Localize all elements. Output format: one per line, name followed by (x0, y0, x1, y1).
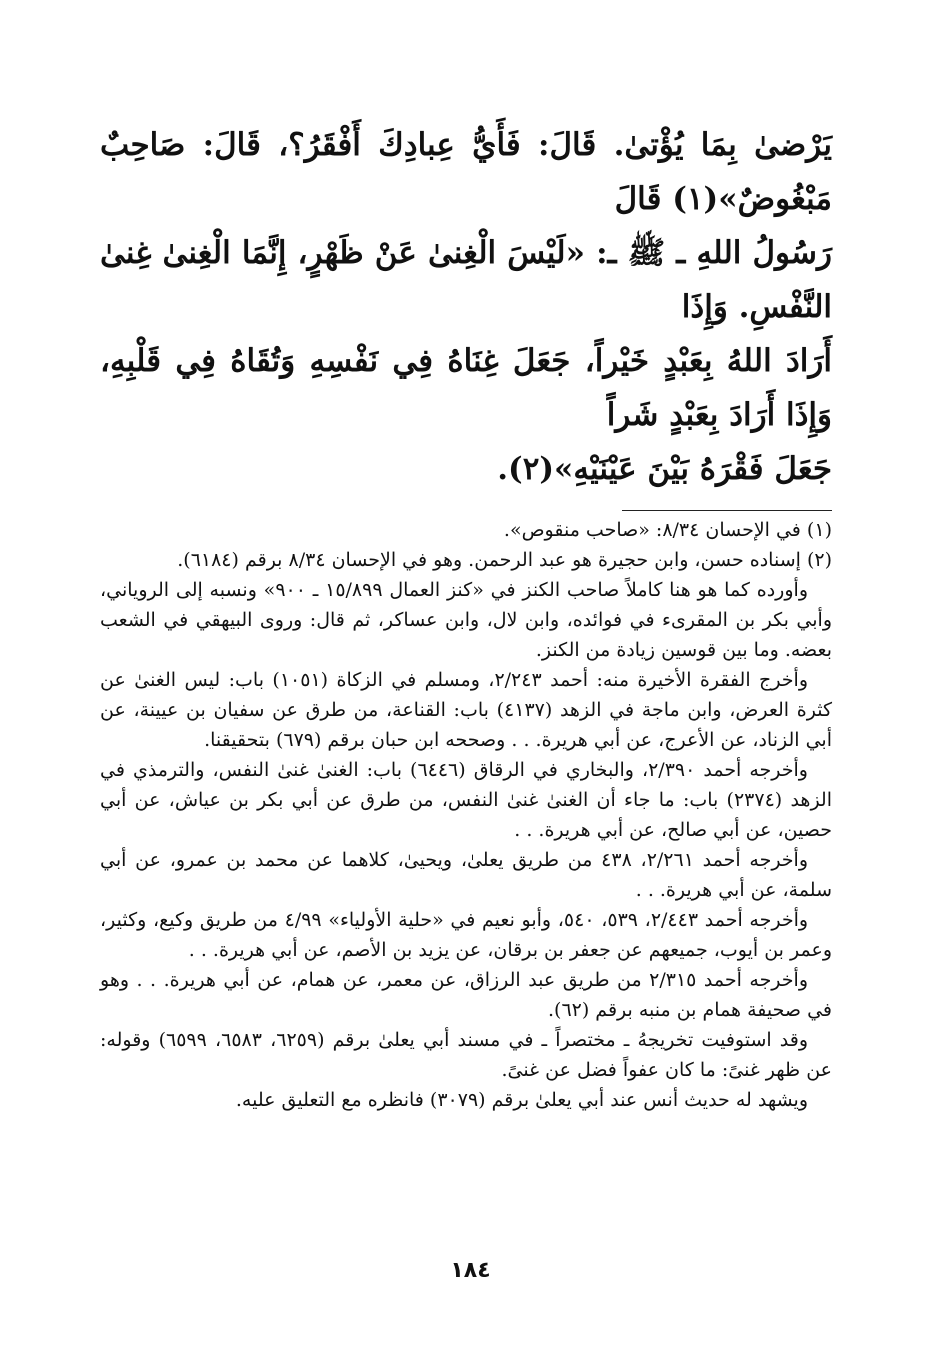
page-body (100, 118, 832, 1115)
footnote-paragraph: وأخرج الفقرة الأخيرة منه: أحمد ٢/٢٤٣، ومسلم في الزكاة (١٠٥١) باب: ليس الغنىٰ عن كثرة العرض، وابن ماجة في الزهد (٤١٣٧) باب: القناعة، من طرق عن سفيان بن عيينة، عن أبي الزناد، عن الأعرج، عن أبي هريرة. . . وصححه ابن حبان برقم (٦٧٩) بتحقيقنا. (100, 669, 832, 751)
main-text-line: رَسُولُ اللهِ ـ ﷺ ـ: «لَيْسَ الْغِنىٰ عَنْ ظَهْرٍ، إِنَّمَا الْغِنىٰ غِنىٰ النَّفْسِ. وَإِذَا (100, 235, 832, 325)
footnote-paragraph: وأخرجه أحمد ٢/٤٤٣، ٥٣٩، ٥٤٠، وأبو نعيم في «حلية الأولياء» ٤/٩٩ من طريق وكيع، وكثير، وعمر بن أيوب، جميعهم عن جعفر بن برقان، عن يزيد بن الأصم، عن أبي هريرة. . . (100, 909, 832, 961)
footnote-divider (622, 510, 832, 511)
footnote-paragraph: وأخرجه أحمد ٢/٣٩٠، والبخاري في الرقاق (٦٤٤٦) باب: الغنىٰ غنىٰ النفس، والترمذي في الزهد (٢٣٧٤) باب: ما جاء أن الغنىٰ غنىٰ النفس، من طرق عن أبي بكر بن عياش، عن أبي حصين، عن أبي صالح، عن أبي هريرة. . . (100, 759, 832, 841)
footnote-paragraph: ويشهد له حديث أنس عند أبي يعلىٰ برقم (٣٠٧٩) فانظره مع التعليق عليه. (235, 1089, 808, 1111)
main-text-line: جَعَلَ فَقْرَهُ بَيْنَ عَيْنَيْهِ»(٢). (497, 451, 832, 487)
footnote-paragraph: وقد استوفيت تخريجهُ ـ مختصراً ـ في مسند أبي يعلىٰ برقم (٦٢٥٩، ٦٥٨٣، ٦٥٩٩) وقوله: عن ظهر غنىً: ما كان عفواً فضل عن غنىً. (100, 1029, 832, 1081)
footnote-paragraph: وأخرجه أحمد ٢/٢٦١، ٤٣٨ من طريق يعلىٰ، ويحيىٰ، كلاهما عن محمد بن عمرو، عن أبي سلمة، عن أبي هريرة. . . (100, 849, 832, 901)
footnote-paragraph: وأخرجه أحمد ٢/٣١٥ من طريق عبد الرزاق، عن معمر، عن همام، عن أبي هريرة. . . وهو في صحيفة همام بن منبه برقم (٦٢). (100, 969, 832, 1021)
footnote-paragraph: وأورده كما هو هنا كاملاً صاحب الكنز في «كنز العمال ١٥/٨٩٩ ـ ٩٠٠» ونسبه إلى الروياني، وأبي بكر بن المقرىء في فوائده، وابن لال، وابن عساكر، ثم قال: وروى البيهقي في الشعب بعضه. وما بين قوسين زيادة من الكنز. (100, 579, 832, 661)
main-text-line: يَرْضىٰ بِمَا يُؤْتىٰ. قَالَ: فَأَيُّ عِبادِكَ أَفْقَرُ؟، قَالَ: صَاحِبٌ مَبْغُوضٌ»(١) قَالَ (100, 127, 832, 217)
main-hadith-text (100, 118, 832, 496)
main-text-line: أَرَادَ اللهُ بِعَبْدٍ خَيْراً، جَعَلَ غِنَاهُ فِي نَفْسِهِ وَتُقَاهُ فِي قَلْبِهِ، وَإِذَا أَرَادَ بِعَبْدٍ شَراً (100, 343, 832, 433)
footnote-2: (٢) إسناده حسن، وابن حجيرة هو عبد الرحمن. وهو في الإحسان ٨/٣٤ برقم (٦١٨٤). (177, 549, 832, 571)
footnote-1: (١) في الإحسان ٨/٣٤: «صاحب منقوص». (503, 519, 832, 541)
page-number: ١٨٤ (450, 1258, 491, 1283)
footnotes-section (100, 515, 832, 1115)
